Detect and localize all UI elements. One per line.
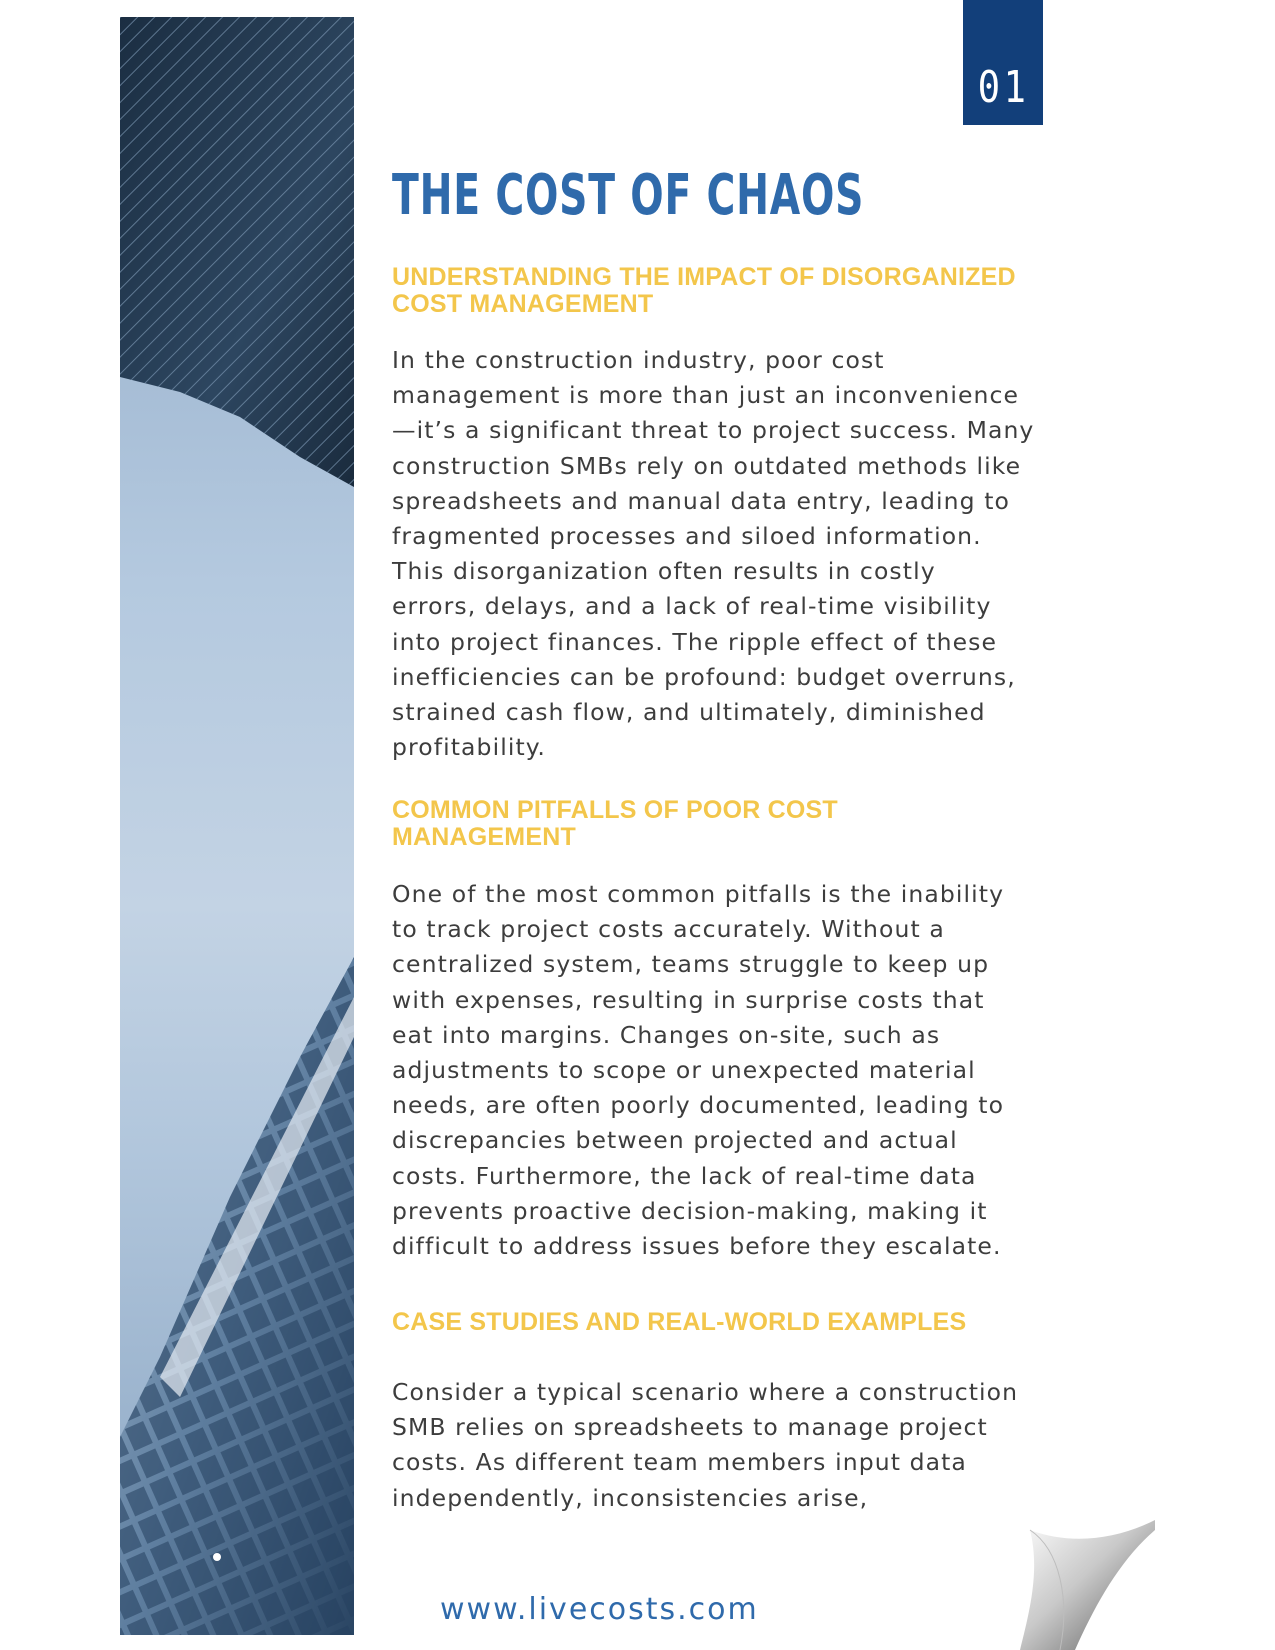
section-body-pitfalls: One of the most common pitfalls is the inability to track project costs accurately. Without a centralized system, teams struggle to keep up with expenses, resulting in surprise costs that eat into margins. Changes on-site, such as adjustments to scope or unexpected material needs, are often poorly documented, leading to discrepancies between projected and actual costs. Furthermore, the lack of real-time data prevents proactive decision-making, making it difficult to address issues before they escalate. xyxy=(392,880,1005,1261)
building-illustration xyxy=(120,17,354,1635)
section-body-case-studies: Consider a typical scenario where a construction SMB relies on spreadsheets to manage project costs. As different team members input data independently, inconsistencies arise, xyxy=(392,1378,1019,1512)
section-heading-pitfalls: COMMON PITFALLS OF POOR COST MANAGEMENT xyxy=(392,796,838,851)
page-number: 01 xyxy=(977,62,1029,113)
section-heading-impact: UNDERSTANDING THE IMPACT OF DISORGANIZED COST MANAGEMENT xyxy=(392,263,1016,318)
page-curl-icon xyxy=(1000,1520,1160,1650)
website-link[interactable]: www.livecosts.com xyxy=(440,1592,759,1627)
section-body-impact: In the construction industry, poor cost management is more than just an inconvenience —it’s a significant threat to project success. Many construction SMBs rely on outdated methods like spreadsheets and manual data entry, leading to fragmented processes and siloed information. This disorganization often results in costly errors, delays, and a lack of real-time visibility into project finances. The ripple effect of these inefficiencies can be profound: budget overruns, strained cash flow, and ultimately, diminished profitability. xyxy=(392,346,1035,762)
page-title: THE COST OF CHAOS xyxy=(392,163,865,228)
building-photo xyxy=(120,17,354,1635)
section-heading-case-studies: CASE STUDIES AND REAL-WORLD EXAMPLES xyxy=(392,1308,967,1336)
page-number-tab xyxy=(963,0,1043,125)
